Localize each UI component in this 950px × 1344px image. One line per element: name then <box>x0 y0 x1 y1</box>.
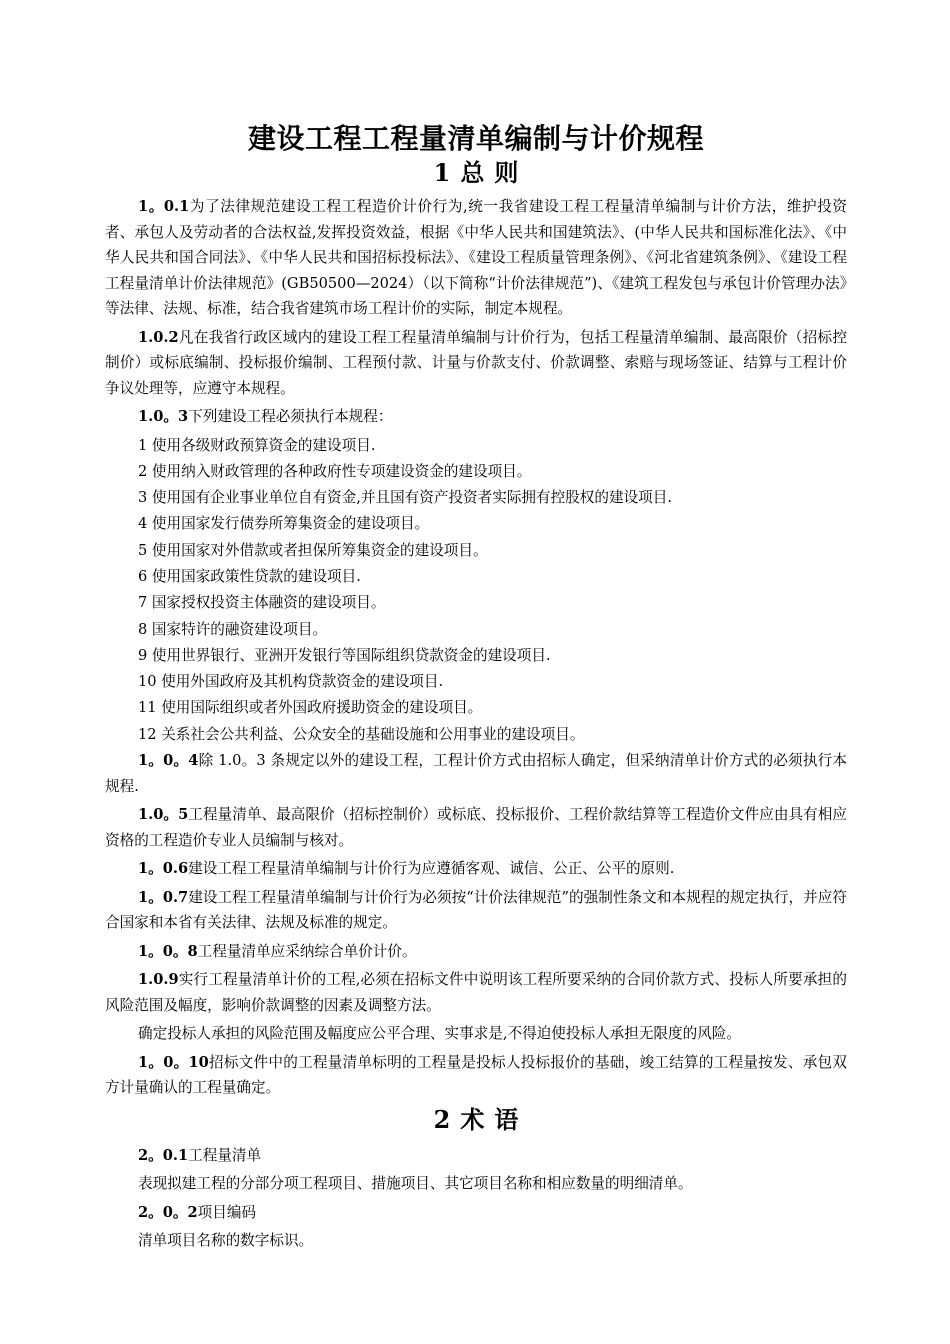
chapter-word: 语 <box>494 1104 519 1134</box>
clause-number: 1.0。5 <box>138 806 189 824</box>
clause-text: 建设工程工程量清单编制与计价行为必须按“计价法律规范”的强制性条文和本规程的规定执行，并应符合国家和本省有关法律、法规及标准的规定。 <box>105 888 847 932</box>
clause-text: 凡在我省行政区域内的建设工程工程量清单编制与计价行为，包括工程量清单编制、最高限价（招标控制价）或标底编制、投标报价编制、工程预付款、计量与价款支付、价款调整、索赔与现场签证、结算与工程计价争议处理等，应遵守本规程。 <box>105 328 847 397</box>
clause-number: 1。0.1 <box>138 198 190 215</box>
clause-number: 1。0.7 <box>138 888 189 906</box>
clause-1-0-10 <box>105 1050 847 1101</box>
clause-1-0-9 <box>105 967 847 1018</box>
list-item: 3 使用国有企业事业单位自有资金,并且国有资产投资者实际拥有控股权的建设项目. <box>138 489 672 507</box>
clause-1-0-5 <box>105 802 847 853</box>
document-body <box>105 122 847 1257</box>
term-2-0-2 <box>105 1200 847 1226</box>
clause-text: 为了法律规范建设工程工程造价计价行为,统一我省建设工程工程量清单编制与计价方法，维护投资者、承包人及劳动者的合法权益,发挥投资效益，根据《中华人民共和国建筑法》、(中华人民共和国标准化法》、《中华人民共和国合同法》、《中华人民共和国招标投标法》、《建设工程质量管理条例》、《河北省建筑条例》、《建设工程工程量清单计价法律规范》(GB50500—2024）（以下简称“计价法律规范”)、《建筑工程发包与承包计价管理办法》等法律、法规、标准，结合我省建筑市场工程计价的实际，制定本规程。 <box>105 198 847 317</box>
clause-number: 2。0。2 <box>138 1203 198 1221</box>
clause-number: 1.0.9 <box>138 971 179 989</box>
list-item: 6 使用国家政策性贷款的建设项目. <box>138 567 361 585</box>
clause-text: 工程量清单、最高限价（招标控制价）或标底、投标报价、工程价款结算等工程造价文件应由具有相应资格的工程造价专业人员编制与核对。 <box>105 806 847 849</box>
term-2-0-2-definition: 清单项目名称的数字标识。 <box>138 1232 314 1250</box>
clause-1-0-6 <box>105 856 847 882</box>
chapter-word: 总 <box>460 158 485 187</box>
chapter-1-heading <box>105 158 847 188</box>
chapter-word: 则 <box>494 158 519 187</box>
list-item: 10 使用外国政府及其机构贷款资金的建设项目. <box>138 673 444 691</box>
list-item: 8 国家特许的融资建设项目。 <box>138 620 328 638</box>
list-item: 4 使用国家发行债券所筹集资金的建设项目。 <box>138 515 430 533</box>
clause-1-0-9-note: 确定投标人承担的风险范围及幅度应公平合理、实事求是,不得迫使投标人承担无限度的风险。 <box>138 1025 741 1043</box>
list-item: 2 使用纳入财政管理的各种政府性专项建设资金的建设项目。 <box>138 462 532 480</box>
list-item: 9 使用世界银行、亚洲开发银行等国际组织贷款资金的建设项目. <box>138 646 551 664</box>
clause-number: 1。0。10 <box>138 1053 209 1071</box>
clause-number: 1.0。3 <box>138 408 189 425</box>
clause-text: 实行工程量清单计价的工程,必须在招标文件中说明该工程所要采纳的合同价款方式、投标人所要承担的风险范围及幅度，影响价款调整的因素及调整方法。 <box>105 971 847 1014</box>
clause-text: 建设工程工程量清单编制与计价行为应遵循客观、诚信、公正、公平的原则. <box>188 860 675 878</box>
clause-1-0-7 <box>105 885 847 936</box>
list-item: 11 使用国际组织或者外国政府援助资金的建设项目。 <box>138 699 483 717</box>
clause-number: 1。0。8 <box>138 942 198 960</box>
clause-1-0-2 <box>105 325 847 402</box>
term-name: 工程量清单 <box>188 1146 262 1164</box>
document-title: 建设工程工程量清单编制与计价规程 <box>247 122 704 155</box>
clause-text: 下列建设工程必须执行本规程： <box>188 408 393 425</box>
clause-number: 1.0.2 <box>138 328 179 346</box>
clause-1-0-1 <box>105 194 847 322</box>
term-2-0-1 <box>105 1143 847 1169</box>
chapter-number: 1 <box>433 158 451 187</box>
chapter-word: 术 <box>460 1104 485 1134</box>
clause-number: 2。0.1 <box>138 1146 189 1164</box>
list-item: 12 关系社会公共利益、公众安全的基础设施和公用事业的建设项目。 <box>138 725 585 743</box>
clause-text: 招标文件中的工程量清单标明的工程量是投标人投标报价的基础，竣工结算的工程量按发、承包双方计量确认的工程量确定。 <box>105 1053 847 1097</box>
list-item: 5 使用国家对外借款或者担保所筹集资金的建设项目。 <box>138 541 488 559</box>
clause-number: 1。0.6 <box>138 860 189 878</box>
list-item: 7 国家授权投资主体融资的建设项目。 <box>138 594 386 612</box>
term-2-0-1-definition: 表现拟建工程的分部分项工程项目、措施项目、其它项目名称和相应数量的明细清单。 <box>138 1175 693 1193</box>
list-item: 1 使用各级财政预算资金的建设项目. <box>138 436 376 454</box>
term-name: 项目编码 <box>197 1203 257 1221</box>
clause-number: 1。0。4 <box>138 752 199 770</box>
clause-1-0-3 <box>105 404 847 430</box>
chapter-number: 2 <box>433 1104 451 1134</box>
clause-1-0-8 <box>105 939 847 965</box>
clause-text: 除 1.0。3 条规定以外的建设工程，工程计价方式由招标人确定，但采纳清单计价方式的必须执行本规程. <box>105 752 847 795</box>
chapter-2-heading <box>105 1105 847 1135</box>
clause-text: 工程量清单应采纳综合单价计价。 <box>197 942 417 960</box>
clause-1-0-4 <box>105 748 847 799</box>
